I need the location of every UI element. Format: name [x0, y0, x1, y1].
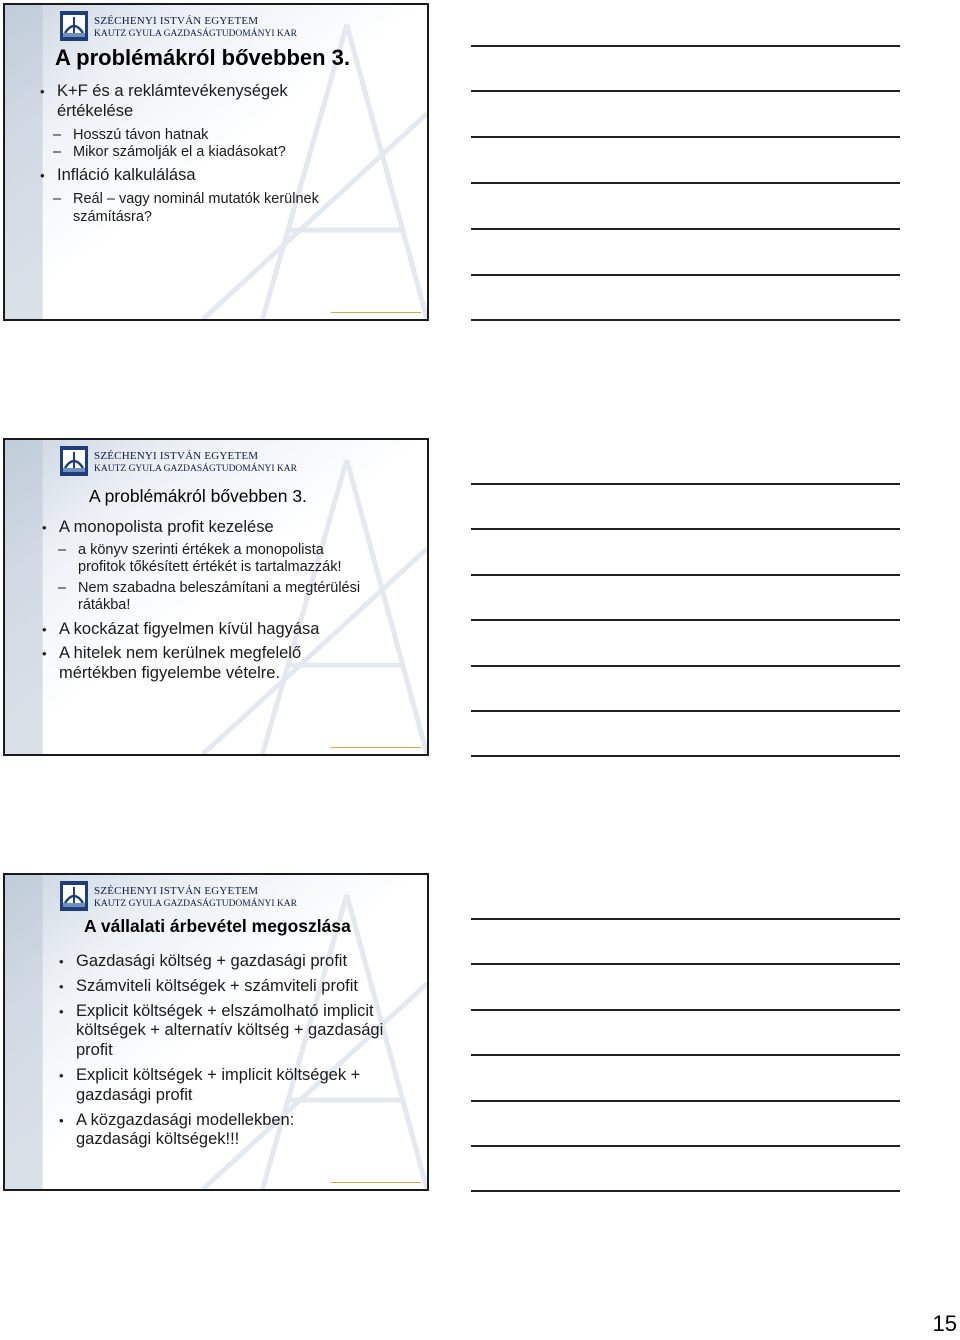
slide-1: [3, 3, 429, 321]
gold-accent-line: [331, 747, 421, 749]
note-line: [471, 755, 900, 757]
slide-title: A problémákról bővebben 3.: [89, 486, 307, 506]
gold-accent-line: [331, 1182, 421, 1184]
bullet-item: • A hitelek nem kerülnek megfelelő mértékben figyelembe vételre.: [59, 644, 359, 684]
bullet-item: • K+F és a reklámtevékenységek értékelése: [57, 82, 337, 122]
slide-title: A vállalati árbevétel megoszlása: [84, 916, 351, 936]
bullet-list: [57, 82, 337, 226]
notes-lines-1: [471, 45, 900, 325]
bullet-item: • Explicit költségek + elszámolható implicit költségek + alternatív költség + gazdasági profit: [76, 1002, 411, 1061]
slide-3: [3, 873, 429, 1191]
note-line: [471, 528, 900, 530]
note-line: [471, 45, 900, 47]
bullet-list: [59, 518, 369, 684]
university-logo-icon: [60, 11, 88, 41]
bullet-item: • Gazdasági költség + gazdasági profit: [76, 952, 411, 972]
faculty-name: KAUTZ GYULA GAZDASÁGTUDOMÁNYI KAR: [94, 29, 297, 39]
slide-title: A problémákról bővebben 3.: [55, 45, 351, 70]
note-line: [471, 136, 900, 138]
university-logo-icon: [60, 881, 88, 911]
bullet-item: • A kockázat figyelmen kívül hagyása: [59, 620, 369, 640]
bullet-item: • Számviteli költségek + számviteli profit: [76, 977, 411, 997]
note-line: [471, 1190, 900, 1192]
notes-lines-3: [471, 918, 900, 1198]
note-line: [471, 665, 900, 667]
bullet-item: • Infláció kalkulálása: [57, 166, 337, 186]
sub-bullet-item: – a könyv szerinti értékek a monopolista profitok tőkésített értékét is tartalmazzák!: [78, 542, 368, 577]
note-line: [471, 274, 900, 276]
note-line: [471, 918, 900, 920]
note-line: [471, 1009, 900, 1011]
sub-bullet-item: – Reál – vagy nominál mutatók kerülnek számításra?: [73, 191, 343, 226]
university-logo-icon: [60, 446, 88, 476]
note-line: [471, 228, 900, 230]
note-line: [471, 963, 900, 965]
slide-2: [3, 438, 429, 756]
gold-accent-line: [331, 312, 421, 314]
sub-bullet-item: – Nem szabadna beleszámítani a megtérülési rátákba!: [78, 580, 408, 615]
notes-lines-2: [471, 483, 900, 763]
note-line: [471, 1145, 900, 1147]
university-name: SZÉCHENYI ISTVÁN EGYETEM: [94, 885, 259, 897]
sub-bullet-item: – Mikor számolják el a kiadásokat?: [73, 144, 337, 161]
note-line: [471, 619, 900, 621]
note-line: [471, 90, 900, 92]
faculty-name: KAUTZ GYULA GAZDASÁGTUDOMÁNYI KAR: [94, 464, 297, 474]
note-line: [471, 574, 900, 576]
bullet-item: • A közgazdasági modellekben: gazdasági költségek!!!: [76, 1111, 346, 1151]
note-line: [471, 319, 900, 321]
sub-bullet-item: – Hosszú távon hatnak: [73, 127, 337, 144]
note-line: [471, 710, 900, 712]
note-line: [471, 1054, 900, 1056]
bullet-list: [76, 952, 411, 1150]
faculty-name: KAUTZ GYULA GAZDASÁGTUDOMÁNYI KAR: [94, 899, 297, 909]
note-line: [471, 182, 900, 184]
bullet-item: • Explicit költségek + implicit költségek + gazdasági profit: [76, 1066, 411, 1106]
note-line: [471, 483, 900, 485]
university-name: SZÉCHENYI ISTVÁN EGYETEM: [94, 15, 259, 27]
bullet-item: • A monopolista profit kezelése: [59, 518, 369, 538]
note-line: [471, 1100, 900, 1102]
page-number: 15: [932, 1311, 957, 1336]
university-name: SZÉCHENYI ISTVÁN EGYETEM: [94, 450, 259, 462]
